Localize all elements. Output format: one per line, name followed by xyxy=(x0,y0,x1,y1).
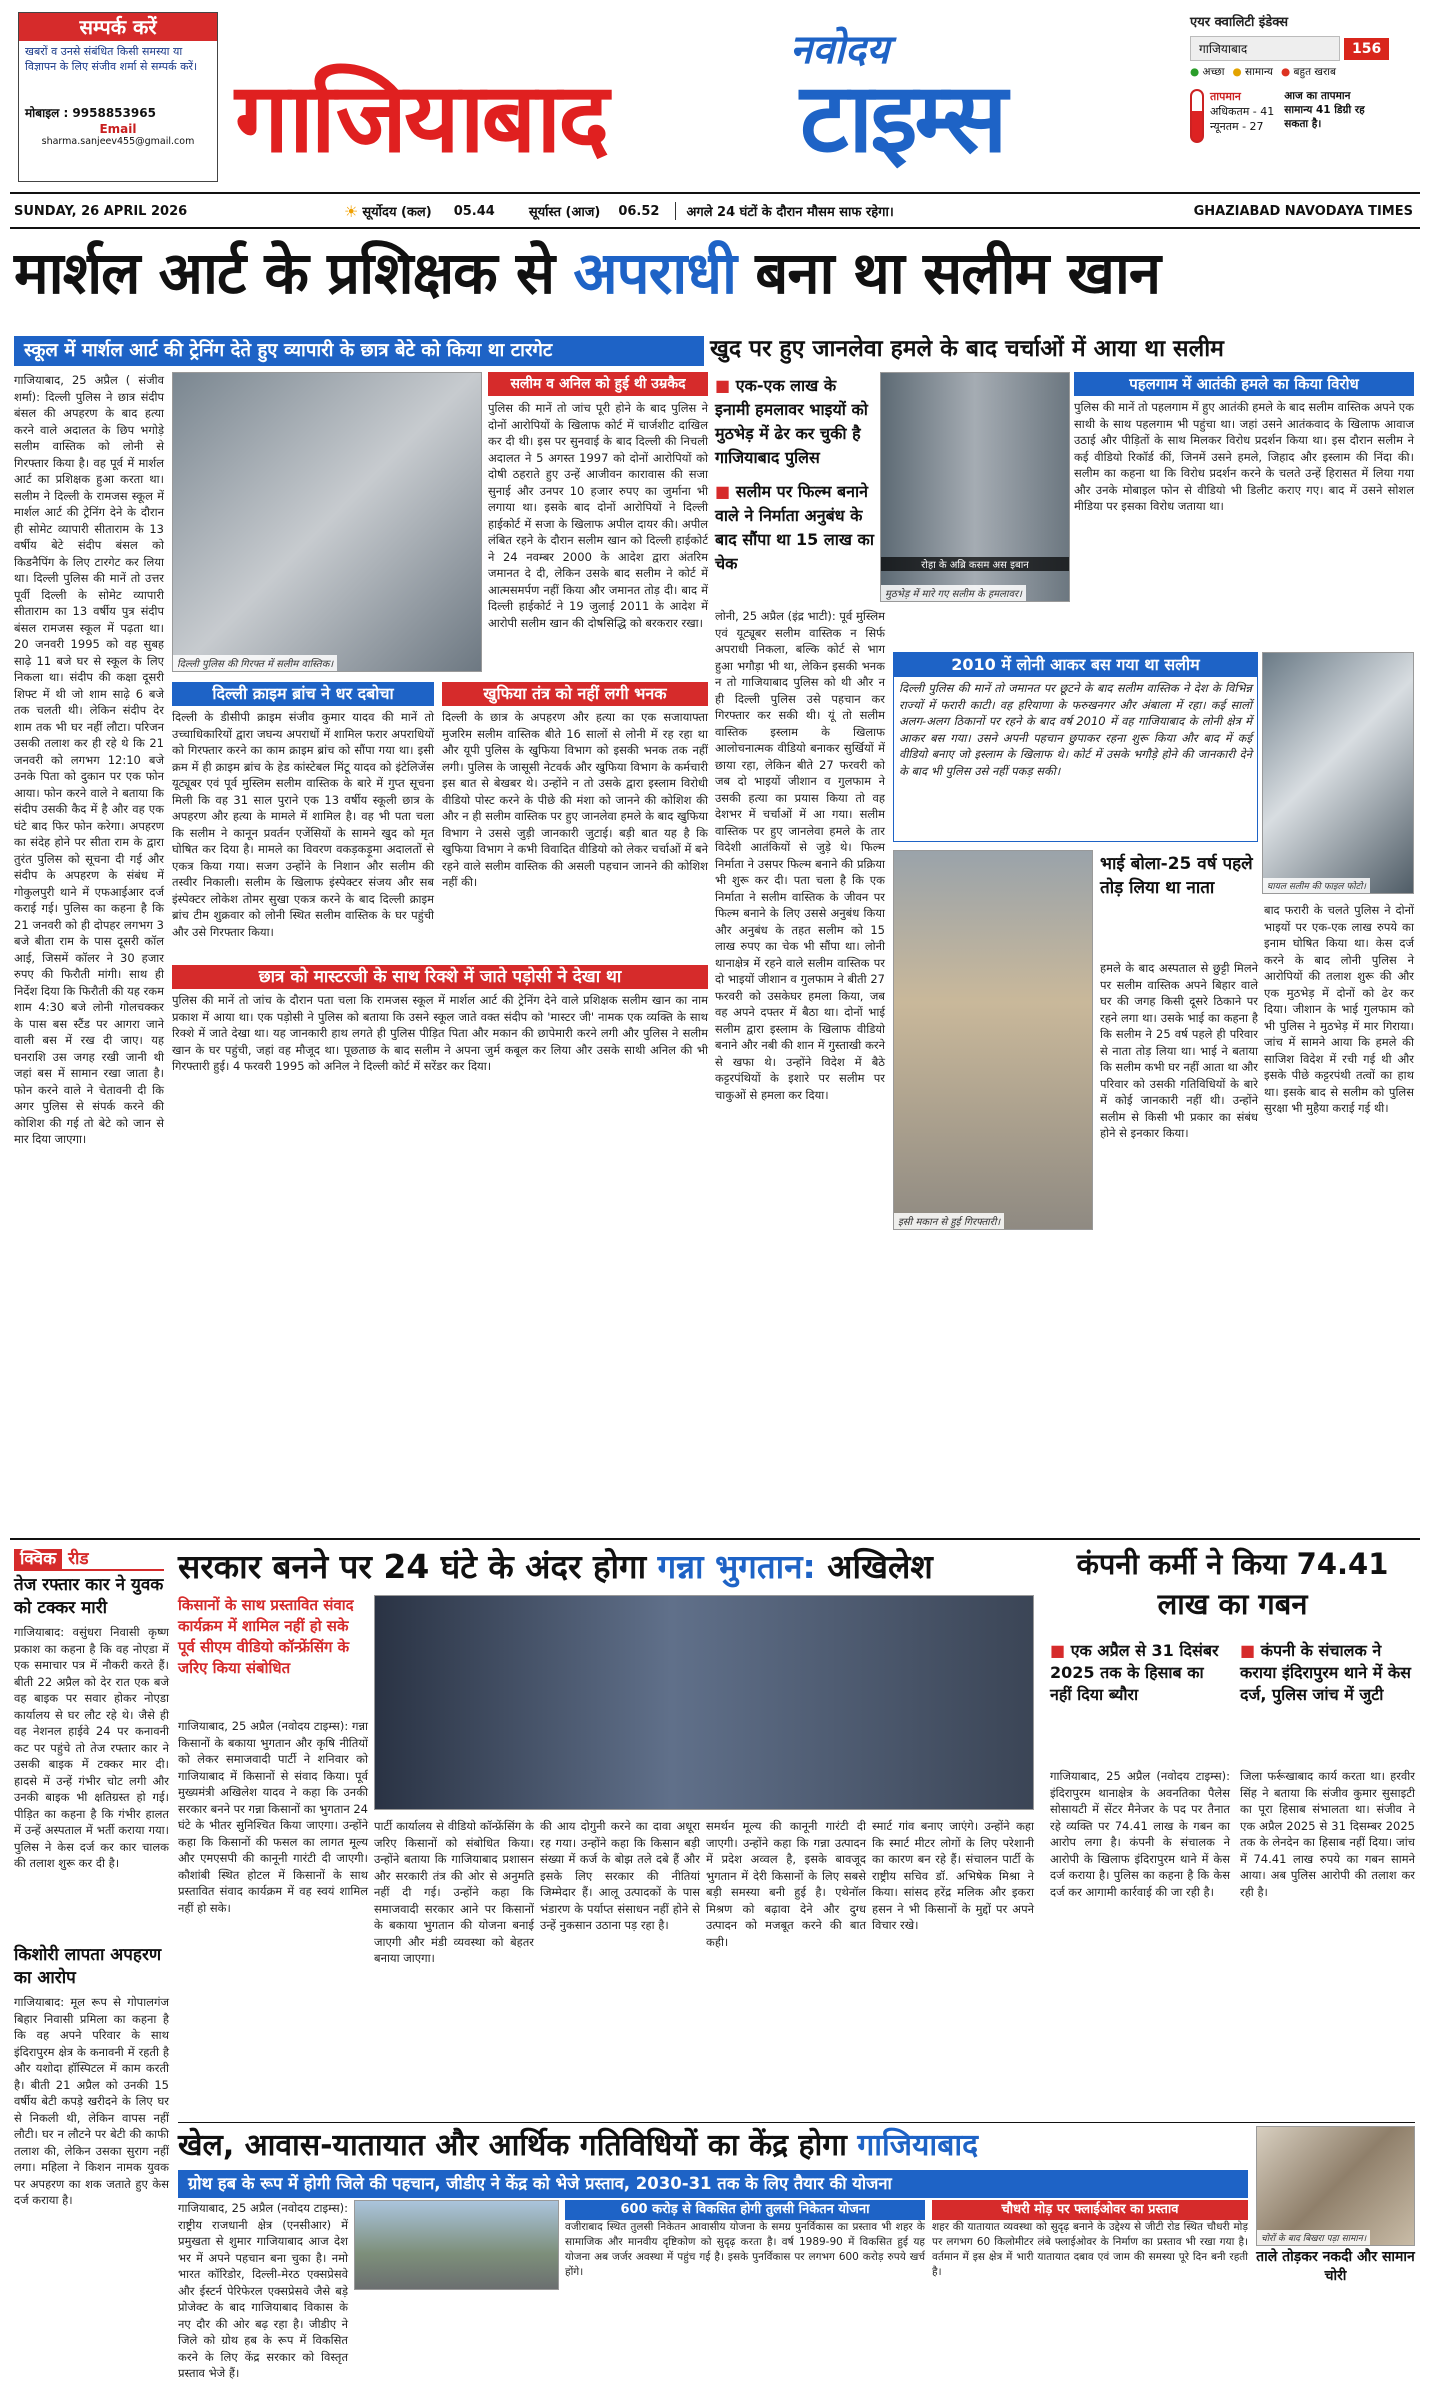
box-rickshaw xyxy=(172,965,708,1130)
thermometer-icon xyxy=(1190,89,1204,143)
sunset-time: 06.52 xyxy=(618,203,660,219)
dev-box1 xyxy=(565,2200,925,2290)
box-pahalgam xyxy=(1074,372,1414,644)
box-intel-text: दिल्ली के छात्र के अपहरण और हत्या का एक सजायाफ्ता मुजरिम सलीम वास्तिक बीते 16 सालों से लोनी में रह रहा था और यूपी पुलिस के खुफिया विभाग को इसकी भनक तक नहीं लगी। पुलिस के जासूसी नेटवर्क और खुफिया विभाग के कर्मचारी इस बात से बेखबर थे। उन्होंने न तो उसके द्वारा इस्लाम विरोधी वीडियो पोस्ट करने के पीछे की मंशा को जानने की कोशिश की और न ही सलीम वास्तिक पर हुए जानलेवा हमले के बाद खुफिया विभाग ने उससे जुड़ी जानकारी जुटाई। बड़ी बात यह है कि खुफिया विभाग ने कभी विवादित वीडियो को लेकर चर्चाओं में बने रहने वाले सलीम वास्तिक की असली पहचान जानने की कोशिश नहीं की। xyxy=(442,710,708,889)
dev-box4 xyxy=(932,2200,1248,2290)
box-crime-branch-title: दिल्ली क्राइम ब्रांच ने धर दबोचा xyxy=(172,682,434,706)
qr2-headline: किशोरी लापता अपहरण का आरोप xyxy=(14,1945,162,1988)
box-life-sentence-text: पुलिस की मानें तो जांच पूरी होने के बाद पुलिस ने दोनों आरोपियों के खिलाफ कोर्ट में चार्जशीट दाखिल कर दी थी। इस पर सुनवाई के बाद दिल्ली की निचली अदालत ने 5 अगस्त 1997 को दोनों आरोपियों को दोषी ठहराते हुए उन्हें आजीवन कारावास की सजा सुनाई और उनपर 10 हजार रुपए का जुर्माना भी लगाया था। इसके बाद दोनों आरोपियों ने दिल्ली हाईकोर्ट में सजा के खिलाफ अपील दायर की। अपील लंबित रहने के दौरान सलीम खान को दिल्ली हाईकोर्ट ने 24 नवम्बर 2000 के आदेश द्वारा अंतरिम जमानत दे दी, लेकिन उसके बाद सलीम ने कोर्ट में आत्मसमर्पण नहीं किया और जमानत तोड़ दी। बाद में दिल्ली हाईकोर्ट ने 19 जुलाई 2011 के आदेश में आरोपी सलीम खान की दोषसिद्धि को बरकरार रखा। xyxy=(488,401,708,630)
pullquote-reward: ■ एक-एक लाख के इनामी हमलावर भाइयों को मुठभेड़ में ढेर कर चुकी है गाजियाबाद पुलिस ■ सलीम पर फिल्म बनाने वाले ने निर्माता अनुबंध के बाद सौंपा था 15 लाख का चेक xyxy=(715,376,874,573)
box-crime-branch-text: दिल्ली के डीसीपी क्राइम संजीव कुमार यादव की मानें तो उच्चाधिकारियों द्वारा जघन्य अपराधों में शामिल फरार अपराधियों को गिरफ्तार करने का काम क्राइम ब्रांच को सौंपा गया था। इसी क्रम में ही क्राइम ब्रांच के हेड कांस्टेबल मिंटू यादव को इंटेलिजेंस यूट्यूबर एवं पूर्व मुस्लिम सलीम वास्तिक के बारे में गुप्त सूचना मिली कि वह 31 साल पुराने एक 13 वर्षीय स्कूली छात्र के अपहरण और हत्या के मामले में शामिल है। वह भी पता चला कि सलीम ने कानून प्रवर्तन एजेंसियों के सामने खुद को मृत घोषित कर दिया है। मामले का विवरण वकड़कड़ूमा अदालतों से एकत्र किया गया। सजग उन्होंने के निशान और सलीम की तस्वीर निकाली। सलीम के खिलाफ इंस्पेक्टर संजय और सब इंस्पेक्टर लोकेश तोमर सुखा एकत्र करने के बाद दिल्ली क्राइम ब्रांच टीम शुक्रवार को लोनी स्थित सलीम वास्तिक के घर पहुंची और उसे गिरफ्तार किया। xyxy=(172,710,434,939)
dev-headline: खेल, आवास-यातायात और आर्थिक गतिविधियों का केंद्र होगा गाजियाबाद xyxy=(178,2128,979,2163)
aqi-legend-poor: ● बहुत खराब xyxy=(1281,66,1337,78)
brother-title: भाई बोला-25 वर्ष पहले तोड़ लिया था नाता xyxy=(1100,854,1253,898)
box-rickshaw-text: पुलिस की मानें तो जांच के दौरान पता चला कि रामजस स्कूल में मार्शल आर्ट की ट्रेनिंग देने वाले प्रशिक्षक सलीम खान का नाम प्रकाश में आया था। एक पड़ोसी ने पुलिस को बताया कि उसने स्कूल जाते वक्त संदीप को 'मास्टर जी' नामक एक व्यक्ति के साथ रिक्शे में जाते देखा था। यह जानकारी हाथ लगते ही पुलिस पीड़ित पिता और मकान की छापेमारी करने लगी और पुलिस ने सलीम खान के घर पहुंची, जहां वह मौजूद था। पूछताछ के बाद सलीम ने अपना जुर्म कबूल कर लिया और उसके साथी अनिल की भी गिरफ्तारी हुई। 4 फरवरी 1995 को अनिल ने दिल्ली कोर्ट में सरेंडर कर दिया। xyxy=(172,993,708,1073)
masthead-left: गाजियाबाद xyxy=(235,62,607,174)
qr2-text: गाजियाबाद: मूल रूप से गोपालगंज बिहार निवासी प्रमिला का कहना है कि वह अपने परिवार के साथ इंदिरापुरम क्षेत्र के कनावनी में रहती है और यशोदा हॉस्पिटल में काम करती है। बीती 21 अप्रैल को उनकी 15 वर्षीय बेटी कपड़े खरीदने के लिए घर से निकली थी, लेकिन वापस नहीं लौटी। घर न लौटने पर बेटी की काफी तलाश की, लेकिन उसका सुराग नहीं लगा। महिला ने किशन नामक युवक पर अपहरण का शक जताते हुए केस दर्ज कराया है। xyxy=(14,1995,169,2207)
weather-note: आज का तापमान सामान्य 41 डिग्री रह सकता है। xyxy=(1284,90,1365,130)
aqi-city: गाजियाबाद xyxy=(1190,36,1340,61)
quickread-label xyxy=(14,1546,164,1571)
photo-attackers xyxy=(880,372,1070,602)
dev-box4-text: शहर की यातायात व्यवस्था को सुदृढ़ बनाने के उद्देश्य से जीटी रोड स्थित चौधरी मोड़ पर लगभग 60 किलोमीटर लंबे फ्लाईओवर के निर्माण का प्रस्ताव भी रखा गया है। वर्तमान में इस क्षेत्र में भारी यातायात दबाव एवं जाम की समस्या पूरे दिन बनी रहती है। xyxy=(932,2221,1248,2278)
sunset-label: सूर्यास्त (आज) xyxy=(528,205,601,220)
weather-min: न्यूनतम - 27 xyxy=(1210,120,1264,133)
photo-saleem-arrest-caption: दिल्ली पुलिस की गिरफ्त में सलीम वास्तिक। xyxy=(173,655,337,671)
photo-theft-caption: चोरों के बाद बिखरा पड़ा सामान। xyxy=(1257,2230,1370,2245)
contact-email: sharma.sanjeev455@gmail.com xyxy=(41,136,195,147)
photo-sugar-event xyxy=(374,1595,1034,1810)
fraud-headline: कंपनी कर्मी ने किया 74.41 लाख का गबन xyxy=(1076,1547,1389,1621)
dev-t1: गाजियाबाद, 25 अप्रैल (नवोदय टाइम्स): राष्ट्रीय राजधानी क्षेत्र (एनसीआर) में प्रमुखता से शुमार गाजियाबाद आज देश भर में अपने पहचान बना चुका है। नमो भारत कॉरिडोर, दिल्ली-मेरठ एक्सप्रेसवे और ईस्टर्न पेरिफेरल एक्सप्रेसवे जैसे बड़े प्रोजेक्ट के बाद गाजियाबाद विकास के नए दौर की ओर बढ़ रहा है। जीडीए ने जिले को ग्रोथ हब के रूप में विकसित करने के लिए केंद्र सरकार को विस्तृत प्रस्ताव भेजे हैं। xyxy=(178,2201,348,2380)
photo-saleem-arrest xyxy=(172,372,482,672)
photo-hospital-caption: घायल सलीम की फाइल फोटो। xyxy=(1263,878,1370,893)
box-2010 xyxy=(893,652,1258,842)
dateline xyxy=(14,198,1419,224)
dev-box4-title: चौधरी मोड़ पर फ्लाईओवर का प्रस्ताव xyxy=(932,2200,1248,2220)
fraud-pq1: ■ एक अप्रैल से 31 दिसंबर 2025 तक के हिसाब का नहीं दिया ब्यौरा xyxy=(1050,1641,1219,1704)
lead-sub-right: खुद पर हुए जानलेवा हमले के बाद चर्चाओं में आया था सलीम xyxy=(710,336,1224,362)
contact-desc: खबरों व उनसे संबंधित किसी समस्या या विज्ञापन के लिए संजीव शर्मा से सम्पर्क करें। xyxy=(25,45,198,73)
dev-box1-text: वजीराबाद स्थित तुलसी निकेतन आवासीय योजना के समग्र पुनर्विकास का प्रस्ताव भी शहर के सामाजिक और मानवीय दृष्टिकोण को सुदृढ़ करता है। वर्ष 1989-90 में विकसित हुई यह योजना अब जर्जर अवस्था में पहुंच गई है। इसके पुनर्विकास पर लगभग 600 करोड़ रुपये खर्च होंगे। xyxy=(565,2221,925,2278)
box-rickshaw-title: छात्र को मास्टरजी के साथ रिक्शे में जाते पड़ोसी ने देखा था xyxy=(172,965,708,989)
sugar-c2: पार्टी कार्यालय से वीडियो कॉन्फ्रेंसिंग के जरिए किसानों को संबोधित किया। उन्होंने बताया कि गाजियाबाद प्रशासन और सरकारी तंत्र की ओर से अनुमति नहीं दी गई। उन्होंने कहा कि समाजवादी सरकार आने पर किसानों के बकाया भुगतान की योजना बनाई जाएगी और मंडी व्यवस्था को बेहतर बनाया जाएगा। xyxy=(374,1819,534,1965)
brother-text: हमले के बाद अस्पताल से छुट्टी मिलने पर सलीम वास्तिक अपने बिहार वाले घर की जगह किसी दूसरे ठिकाने पर रहने लगा था। उसके भाई का कहना है कि सलीम ने 25 वर्ष पहले ही परिवार से नाता तोड़ लिया था। भाई ने बताया कि सलीम कभी घर नहीं आता था और परिवार को उसकी गतिविधियों के बारे में कोई जानकारी नहीं थी। उन्होंने सलीम से किसी भी प्रकार का संबंध होने से इनकार किया। xyxy=(1100,961,1258,1140)
box-pahalgam-text: पुलिस की मानें तो पहलगाम में हुए आतंकी हमले के बाद सलीम वास्तिक अपने एक साथी के साथ पहलगाम भी पहुंचा था। जहां उसने आतंकवाद के खिलाफ आवाज उठाई और पीड़ितों के साथ मिलकर विरोध प्रदर्शन किया था। इस दौरान सलीम ने कई वीडियो रिकॉर्ड कीं, जिनमें उसने हमले, जिहाद और इस्लाम की निंदा की। सलीम का कहना था कि विरोध प्रदर्शन करने के चलते उन्हें हिरासत में लिया गया और उनके मोबाइल फोन से वीडियो भी डिलीट कराए गए। बाद में उसने सोशल मीडिया पर इसका विरोध जताया था। xyxy=(1074,400,1414,513)
fraud-pq2: ■ कंपनी के संचालक ने कराया इंदिरापुरम थाने में केस दर्ज, पुलिस जांच में जुटी xyxy=(1240,1641,1411,1704)
box-2010-title: 2010 में लोनी आकर बस गया था सलीम xyxy=(894,653,1257,677)
photo-city-aerial xyxy=(354,2200,559,2290)
photo-house-caption: इसी मकान से हुई गिरफ्तारी। xyxy=(894,1213,1004,1229)
dev-sub: ग्रोथ हब के रूप में होगी जिले की पहचान, जीडीए ने केंद्र को भेजे प्रस्ताव, 2030-31 तक के लिए तैयार की योजना xyxy=(178,2170,1248,2198)
lead-col1: गाजियाबाद, 25 अप्रैल ( संजीव शर्मा): दिल्ली पुलिस ने छात्र संदीप बंसल की अपहरण के बाद हत्या करने वाले अदालत के छिप भगोड़े सलीम वास्तिक को लोनी से गिरफ्तार किया है। वह पूर्व में मार्शल आर्ट का प्रशिक्षक हुआ करता था। सलीम ने दिल्ली के रामजस स्कूल में मार्शल आर्ट की ट्रेनिंग देने के दौरान ही सोमेट व्यापारी सीताराम के 13 वर्षीय बेटे संदीप बंसल को किडनैपिंग के लिए टारगेट कर लिया था। दिल्ली पुलिस की मानें तो उत्तर पूर्वी दिल्ली के सोमेट व्यापारी सीताराम का 13 वर्षीय पुत्र संदीप बंसल रामजस स्कूल में पढ़ता था। 20 जनवरी 1995 को वह सुबह साढ़े 11 बजे घर से स्कूल के लिए निकला था। संदीप की कक्षा दूसरी शिफ्ट में थी जो शाम साढ़े 6 बजे तक चलती थी। लेकिन संदीप देर शाम तक भी घर नहीं लौटा। परिजन उसकी तलाश कर ही रहे थे कि 21 जनवरी को लगभग 12:10 बजे उनके पिता को दुकान पर एक फोन आया। फोन करने वाले ने बताया कि संदीप उसकी कैद में है और वह एक घंटे बाद फिर फोन करेगा। अपहरण का संदेह होने पर सीता राम के द्वारा तुरंत पुलिस को सूचना दी गई और संदीप के अपहरण के संबंध में गोकुलपुरी थाने में एफआईआर दर्ज कराई गई। पुलिस का कहना है कि 21 जनवरी को ही दोपहर लगभग 3 बजे बीता राम के पास दूसरी कॉल आई, जिसमें कॉलर ने 30 हजार रुपए की फिरौती मांगी। साथ ही निर्देश दिया कि फिरौती की यह रकम शाम 4:30 बजे लोनी गोलचक्कर के पास बस स्टैंड पर आगरा जाने वाली बस में रख दी जाए। यह घनराशि उस जगह रखी जानी थी जहां बस में सामान रखा जाता है। फोन करने वाले ने चेतावनी दी कि अगर पुलिस से संपर्क करने की कोशिश की गई तो बेटे को जान से मार दिया जाएगा। xyxy=(14,373,164,1146)
qr1-text: गाजियाबाद: वसुंधरा निवासी कृष्ण प्रकाश का कहना है कि वह नोएडा में एक समाचार पत्र में नौकरी करते हैं। बीती 22 अप्रैल को देर रात एक बजे वह बाइक पर सवार होकर नोएडा कार्यालय से घर लौट रहे थे। जैसे ही वह नेशनल हाईवे 24 पर कनावनी कट पर पहुंचे तो तेज रफ्तार कार ने उसकी बाइक में टक्कर मार दी। हादसे में उन्हें गंभीर चोट लगी और उनकी बाइक भी क्षतिग्रस्त हो गई। पीड़ित का कहना है कि गंभीर हालत में उन्हें अस्पताल में भर्ती कराया गया। पुलिस ने केस दर्ज कर कार चालक की तलाश शुरू कर दी है। xyxy=(14,1625,169,1870)
sunrise-time: 05.44 xyxy=(453,203,495,219)
photo-banner: रोहा के अब्रि कसम अस इबान xyxy=(881,557,1069,571)
aqi-title: एयर क्वालिटी इंडेक्स xyxy=(1190,15,1289,30)
sugar-headline: सरकार बनने पर 24 घंटे के अंदर होगा गन्ना भुगतान: अखिलेश xyxy=(178,1547,933,1586)
lead-sub-left: स्कूल में मार्शल आर्ट की ट्रेनिंग देते हुए व्यापारी के छात्र बेटे को किया था टारगेट xyxy=(14,336,704,366)
aqi-legend-moderate: ● सामान्य xyxy=(1232,66,1274,78)
box-intel-title: खुफिया तंत्र को नहीं लगी भनक xyxy=(442,682,708,706)
issue-date: SUNDAY, 26 APRIL 2026 xyxy=(14,203,188,219)
aqi-panel xyxy=(1190,12,1415,182)
lead-headline: मार्शल आर्ट के प्रशिक्षक से अपराधी बना था सलीम खान xyxy=(14,239,1161,307)
lead-col-far-right: बाद फरारी के चलते पुलिस ने दोनों भाइयों पर एक-एक लाख रुपये का इनाम घोषित किया था। केस दर्ज करने के बाद लोनी पुलिस ने आरोपियों की तलाश शुरू की और एक मुठभेड़ में दोनों को ढेर कर दिया। जीशान के भाई गुलफाम को भी पुलिस ने मुठभेड़ में मार गिराया। जांच में सामने आया कि हमले की साजिश विदेश में रची गई थी और इसके पीछे कट्टरपंथी तत्वों का हाथ था। इसके बाद से सलीम को पुलिस सुरक्षा भी मुहैया कराई गई थी। xyxy=(1264,903,1414,1115)
sun-icon: ☀ xyxy=(344,201,359,221)
aqi-value: 156 xyxy=(1344,38,1389,60)
fraud-t1: गाजियाबाद, 25 अप्रैल (नवोदय टाइम्स): इंदिरापुरम थानाक्षेत्र के अवनतिका पैलेस सोसायटी में सेंटर मैनेजर के पद पर तैनात रहे व्यक्ति पर 74.41 लाख के गबन का आरोप लगा है। कंपनी के संचालक ने आरोपी के खिलाफ इंदिरापुरम थाने में केस दर्ज कराया है। पुलिस का कहना है कि केस दर्ज कर आगामी कार्रवाई की जा रही है। xyxy=(1050,1769,1230,1899)
masthead-navodaya: नवोदय xyxy=(790,27,890,73)
box-life-sentence-title: सलीम व अनिल को हुई थी उम्रकैद xyxy=(488,372,708,396)
contact-email-label: Email xyxy=(99,122,137,136)
contact-box xyxy=(18,12,218,182)
quickread-label-a: क्विक xyxy=(14,1549,62,1569)
photo-house xyxy=(893,850,1093,1230)
sugar-c5: स्मार्ट गांव बनाए जाएंगे। उन्होंने कहा कि स्मार्ट मीटर लोगों के लिए परेशानी का कारण बन रहे हैं। संचालन पार्टी के राष्ट्रीय सचिव डॉ. अभिषेक मिश्रा ने किया। सांसद हरेंद्र मलिक और इकरा हसन ने भी किसानों के मुद्दों पर अपने विचार रखे। xyxy=(872,1819,1034,1932)
sugar-sub: किसानों के साथ प्रस्तावित संवाद कार्यक्रम में शामिल नहीं हो सके पूर्व सीएम वीडियो कॉन्फ्रेंसिंग के जरिए किया संबोधित xyxy=(178,1596,354,1677)
quickread-label-b: रीड xyxy=(68,1549,89,1569)
qr1-headline: तेज रफ्तार कार ने युवक को टक्कर मारी xyxy=(14,1575,164,1618)
contact-mobile: मोबाइल : 9958853965 xyxy=(25,106,156,120)
weather-max: अधिकतम - 41 xyxy=(1210,105,1275,118)
forecast: अगले 24 घंटों के दौरान मौसम साफ रहेगा। xyxy=(675,202,893,220)
contact-title: सम्पर्क करें xyxy=(19,13,217,41)
box-2010-text: दिल्ली पुलिस की मानें तो जमानत पर छूटने के बाद सलीम वास्तिक ने देश के विभिन्न राज्यों में फरारी काटी। वह हरियाणा के फरुखनगर और अंबाला में रहा। कई सालों अलग-अलग ठिकानों पर रहने के बाद वर्ष 2010 में वह गाजियाबाद के लोनी क्षेत्र में आकर बस गया। उसने अपनी पहचान छुपाकर रहना शुरू किया और बाद में कई वीडियो बनाए जो इस्लाम के खिलाफ थे। कोर्ट में उसके भगौड़े होने की जानकारी देने के बाद भी पुलिस उसे नहीं पकड़ सकी। xyxy=(899,681,1252,778)
lead-col-right: लोनी, 25 अप्रैल (इंद्र भाटी): पूर्व मुस्लिम एवं यूट्यूबर सलीम वास्तिक न सिर्फ अपराधी निकला, बल्कि कोर्ट से भाग हुआ भगौड़ा भी था, लेकिन इसकी भनक न तो गाजियाबाद पुलिस को थी और न ही दिल्ली पुलिस उसे पहचान कर गिरफ्तार कर सकी थी। यूं तो सलीम वास्तिक इस्लाम के खिलाफ आलोचनात्मक वीडियो बनाकर सुर्खियों में छाया रहा, लेकिन बीते 27 फरवरी को जब दो भाइयों जीशान व गुलफाम ने उसकी हत्या का प्रयास किया तो वह देशभर में चर्चाओं में आ गया। सलीम वास्तिक पर हुए जानलेवा हमले के तार विदेशी आतंकियों से जुड़े थे। फिल्म निर्माता ने उसपर फिल्म बनाने की प्रक्रिया भी शुरू कर दी। पता चला है कि एक निर्माता ने सलीम वास्तिक के जीवन पर फिल्म बनाने के लिए उससे अनुबंध किया और अनुबंध के तहत सलीम को 15 लाख रुपए का चेक भी सौंपा था। लोनी थानाक्षेत्र में रहने वाले सलीम वास्तिक पर दो भाइयों जीशान व गुलफाम ने बीती 27 फरवरी को उसकेघर हमला किया, जब वह अपने दफ्तर में बैठा था। दोनों भाई सलीम द्वारा इस्लाम के खिलाफ वीडियो बनाने और नबी की शान में गुस्ताखी करने से खफा थे। उन्होंने विदेश में बैठे कट्टरपंथियों के इशारे पर सलीम पर चाकुओं से हमला कर दिया। xyxy=(715,609,885,1102)
box-life-sentence xyxy=(488,372,708,672)
photo-attackers-caption: मुठभेड़ में मारे गए सलीम के हमलावर। xyxy=(881,585,1026,601)
sunrise-label: सूर्योदय (कल) xyxy=(362,205,432,220)
box-crime-branch xyxy=(172,682,434,957)
sugar-c3: की आय दोगुनी करने का दावा अधूरा रह गया। उन्होंने कहा कि किसान बड़ी संख्या में कर्ज के बोझ तले दबे हैं और इसके लिए सरकार की नीतियां जिम्मेदार हैं। आलू उत्पादकों के पास भंडारण के पर्याप्त संसाधन नहीं होने से उन्हें नुकसान उठाना पड़ रहा है। xyxy=(540,1819,700,1932)
photo-hospital xyxy=(1262,652,1414,894)
photo-theft xyxy=(1256,2126,1415,2246)
sugar-c1: गाजियाबाद, 25 अप्रैल (नवोदय टाइम्स): गन्ना किसानों के बकाया भुगतान और कृषि नीतियों को लेकर समाजवादी पार्टी ने शनिवार को गाजियाबाद में किसानों से संवाद किया। पूर्व मुख्यमंत्री अखिलेश यादव ने कहा कि उनकी सरकार बनने पर गन्ना किसानों का भुगतान 24 घंटे के भीतर सुनिश्चित किया जाएगा। उन्होंने कहा कि किसानों की फसल का लागत मूल्य और एमएसपी की कानूनी गारंटी दी जाएगी। कौशांबी स्थित होटल में किसानों के साथ प्रस्तावित संवाद कार्यक्रम में वह स्वयं शामिल नहीं हो सके। xyxy=(178,1719,368,1915)
fraud-t2: जिला फर्रूखाबाद कार्य करता था। हरवीर सिंह ने बताया कि संजीव कुमार सुसाइटी का पूरा हिसाब संभालता था। संजीव ने एक अप्रैल 2025 से 31 दिसम्बर 2025 तक के लेनदेन का हिसाब नहीं दिया। जांच में 74.41 लाख रुपये का गबन सामने आया। अब पुलिस आरोपी की तलाश कर रही है। xyxy=(1240,1769,1415,1899)
paper-name: GHAZIABAD NAVODAYA TIMES xyxy=(1193,203,1413,219)
weather-label: तापमान xyxy=(1210,90,1241,103)
masthead-right: टाइम्स xyxy=(800,62,1005,174)
sugar-c4: समर्थन मूल्य की कानूनी गारंटी दी जाएगी। उन्होंने कहा कि गन्ना उत्पादन में प्रदेश अव्वल है, इसके बावजूद भुगतान में देरी किसानों के लिए सबसे बड़ी समस्या बनी हुई है। एथेनॉल मिश्रण को बढ़ावा देने और दुग्ध उत्पादन को मजबूत करने की बात कही। xyxy=(706,1819,866,1949)
aqi-legend-good: ● अच्छा xyxy=(1190,66,1225,78)
dev-box1-title: 600 करोड़ से विकसित होगी तुलसी निकेतन योजना xyxy=(565,2200,925,2220)
box-pahalgam-title: पहलगाम में आतंकी हमले का किया विरोध xyxy=(1074,372,1414,396)
box-intel xyxy=(442,682,708,957)
theft-headline: ताले तोड़कर नकदी और सामान चोरी xyxy=(1256,2249,1415,2284)
